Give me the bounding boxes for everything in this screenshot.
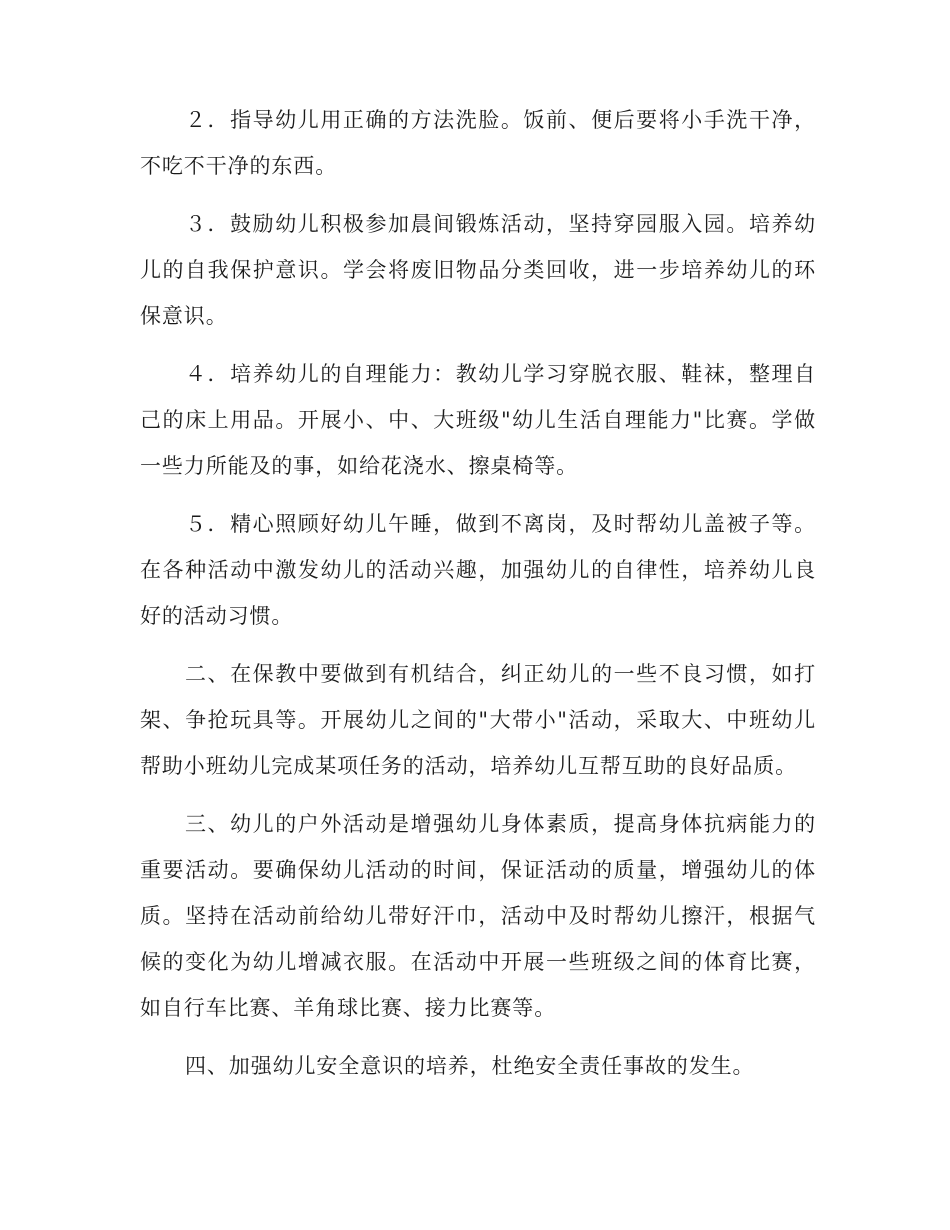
paragraph-item-5: ５．精心照顾好幼儿午睡，做到不离岗，及时帮幼儿盖被子等。在各种活动中激发幼儿的活动兴趣，加强幼儿的自律性，培养幼儿良好的活动习惯。: [140, 512, 816, 628]
document-body: [140, 97, 816, 1101]
paragraph-item-2: ２．指导幼儿用正确的方法洗脸。饭前、便后要将小手洗干净，不吃不干净的东西。: [140, 108, 816, 178]
paragraph-section-2: 二、在保教中要做到有机结合，纠正幼儿的一些不良习惯，如打架、争抢玩具等。开展幼儿之间的"大带小"活动，采取大、中班幼儿帮助小班幼儿完成某项任务的活动，培养幼儿互帮互助的良好品质。: [140, 662, 816, 778]
paragraph-item-4: ４．培养幼儿的自理能力：教幼儿学习穿脱衣服、鞋袜，整理自己的床上用品。开展小、中、大班级"幼儿生活自理能力"比赛。学做一些力所能及的事，如给花浇水、擦桌椅等。: [140, 362, 816, 478]
paragraph-item-3: ３．鼓励幼儿积极参加晨间锻炼活动，坚持穿园服入园。培养幼儿的自我保护意识。学会将废旧物品分类回收，进一步培养幼儿的环保意识。: [140, 212, 816, 328]
paragraph-section-4: 四、加强幼儿安全意识的培养，杜绝安全责任事故的发生。: [185, 1054, 755, 1078]
paragraph-section-3: 三、幼儿的户外活动是增强幼儿身体素质，提高身体抗病能力的重要活动。要确保幼儿活动的时间，保证活动的质量，增强幼儿的体质。坚持在活动前给幼儿带好汗巾，活动中及时帮幼儿擦汗，根据气候的变化为幼儿增减衣服。在活动中开展一些班级之间的体育比赛，如自行车比赛、羊角球比赛、接力比赛等。: [140, 812, 816, 1020]
